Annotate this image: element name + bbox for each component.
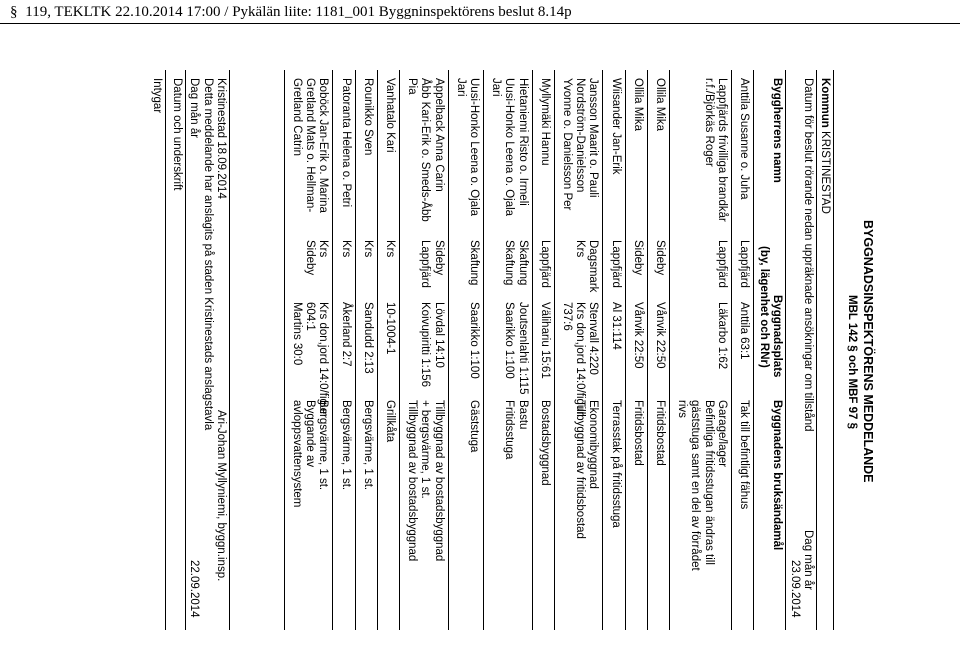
lot <box>467 302 480 379</box>
village <box>502 240 528 285</box>
village-line: Lappfjärd <box>419 240 432 288</box>
purpose-line: Gäststuga <box>468 400 480 453</box>
applicant-name-line: Uusi-Honko Leena o. Ojala <box>468 78 480 217</box>
decision-text: Datum för beslut rörande nedan uppräknade ansökningar om tillstånd <box>802 78 814 432</box>
applicant-name <box>701 78 727 222</box>
village <box>467 240 480 285</box>
applicant-name-line: Jari <box>490 78 503 97</box>
village <box>653 240 666 275</box>
applicant-name-line: Hietaniemi Risto o. Irmeli <box>516 78 529 206</box>
lot <box>502 302 528 395</box>
row-rule <box>377 70 378 630</box>
kommun-line <box>818 78 831 214</box>
village-line: Krs <box>361 240 374 258</box>
rule <box>229 70 230 630</box>
applicant-name <box>405 78 445 222</box>
purpose <box>608 400 621 528</box>
purpose <box>675 400 728 571</box>
applicant-name-line: Jansson Maarit o. Pauli <box>587 78 600 198</box>
lot-line: Al 31:114 <box>609 302 622 350</box>
lot <box>538 302 551 379</box>
applicant-name <box>631 78 644 131</box>
lot <box>560 302 600 415</box>
applicant-name <box>383 78 396 153</box>
row-rule <box>554 70 555 630</box>
signature-place-date: Kristinestad 18.09.2014 <box>215 78 227 199</box>
page-header <box>10 4 572 21</box>
signature-date-label: Datum och underskrift <box>171 78 183 191</box>
lot <box>361 302 374 374</box>
lot <box>338 302 351 367</box>
village <box>631 240 644 275</box>
purpose-line: Ekonomibyggnad <box>587 400 600 489</box>
applicant-name-line: Ollila Mika <box>654 78 666 132</box>
document-title: BYGGNADSINSPEKTÖRENS MEDDELANDE <box>861 220 875 483</box>
applicant-name-line: Patoranta Helena o. Petri <box>339 78 352 208</box>
village-line: Sideby <box>304 240 317 276</box>
purpose-line: avloppsvattensystem <box>290 400 303 508</box>
row-rule <box>625 70 626 630</box>
village-line: Lappfjärd <box>715 240 728 288</box>
lot-line: Stenvall 4:220 <box>587 302 600 375</box>
applicant-name-line: Wiisander Jan-Erik <box>609 78 622 175</box>
posting-text: Detta meddelande har anslagits på staden Kristinestads anslagstavla <box>202 78 214 431</box>
purpose <box>338 400 351 490</box>
row-rule <box>647 70 648 630</box>
village <box>538 240 551 288</box>
rule <box>833 70 834 630</box>
purpose <box>737 400 750 509</box>
applicant-name-line: Uusi-Honko Leena o. Ojala <box>503 78 516 217</box>
purpose-line: Garage/lager <box>715 400 728 468</box>
purpose-line: Befintliga fritidsstugan ändras till <box>702 400 715 565</box>
village-line: Sideby <box>631 240 644 276</box>
kommun-label: Kommun <box>819 78 831 128</box>
applicant-name-line: Boböck Jan-Erik o. Marina <box>317 78 330 213</box>
purpose <box>538 400 551 486</box>
row-rule <box>355 70 356 630</box>
purpose <box>502 400 528 459</box>
lot-line: Lövdal 14:10 <box>432 302 445 368</box>
village-line: Lappfjärd <box>738 240 750 288</box>
purpose-line: Bergsvärme, 1 st. <box>361 400 374 491</box>
applicant-name-line: Gretland Mats o. Hellman- <box>304 78 317 213</box>
lot-line: Vånvik 22:50 <box>631 302 644 369</box>
lot-line: Krs don,jord 14:0/figur <box>574 302 587 416</box>
posting-date-label: Dag mån år <box>188 78 200 139</box>
col-header-location: Byggnadsplats <box>771 295 783 378</box>
row-rule <box>284 70 285 630</box>
lot-line: Krs don,jord 14:0/figur <box>317 302 330 416</box>
row-rule <box>731 70 732 630</box>
row-rule <box>332 70 333 630</box>
purpose-line: Tillbyggnad av fritidsbostad <box>574 400 587 539</box>
village <box>418 240 444 288</box>
purpose-line: rivs <box>676 400 689 418</box>
intygar-label: Intygar <box>151 78 163 114</box>
village <box>383 240 396 257</box>
applicant-name <box>560 78 600 210</box>
lot-line: Åkerland 2:7 <box>339 302 352 367</box>
purpose <box>467 400 480 452</box>
purpose-line: Tak till befintligt fähus <box>738 400 750 510</box>
lot-line: Anttila 63:1 <box>738 302 750 360</box>
village <box>361 240 374 257</box>
row-rule <box>483 70 484 630</box>
applicant-name-line: Appelback Anna Carin <box>432 78 445 192</box>
applicant-name-line: Åbb Kari-Erik o. Smeds-Åbb <box>419 78 432 222</box>
row-rule <box>669 70 670 630</box>
village-line: Dagsmark <box>587 240 600 293</box>
document-subtitle: MBL 142 § och MBF 97 § <box>846 295 858 429</box>
purpose <box>573 400 599 539</box>
purpose-line: + bergsvärme, 1 st. <box>419 400 432 499</box>
col-header-purpose: Byggnadens bruksändamål <box>771 400 783 551</box>
applicant-name <box>361 78 374 155</box>
col-header-location-sub: (by, lägenhet och RNr) <box>758 246 770 368</box>
purpose-line: gäststuga samt en del av förrådet <box>689 400 702 571</box>
purpose-line: Bergsvärme, 1 st. <box>317 400 330 491</box>
village-line: Sideby <box>432 240 445 276</box>
village-line: Krs <box>339 240 352 258</box>
lot-line: 10-1004-1 <box>384 302 396 355</box>
lot-line: Koivupiritti 1:156 <box>419 302 432 388</box>
purpose <box>631 400 644 466</box>
lot <box>737 302 750 360</box>
rule <box>165 70 166 630</box>
village-line: Lappfjärd <box>609 240 622 288</box>
applicant-name-line: Jari <box>454 78 467 97</box>
village-line: Krs <box>317 240 330 258</box>
applicant-name-line: Nordström-Danielsson <box>574 78 587 193</box>
applicant-name-line: r.f./Björkäs Roger <box>702 78 715 167</box>
signer: Ari-Johan Myllyniemi, byggn.insp. <box>215 410 227 582</box>
village-line: Skaftung <box>468 240 480 286</box>
rule <box>816 70 817 630</box>
purpose-line: Bostadsbyggnad <box>538 400 551 486</box>
lot <box>653 302 666 369</box>
lot-line: Joutsenlahti 1:115 <box>516 302 529 395</box>
lot-line: Vånvik 22:50 <box>654 302 666 369</box>
applicant-name-line: Lappfjärds frivilliga brandkår <box>715 78 728 222</box>
lot <box>418 302 444 387</box>
applicant-name <box>290 78 330 213</box>
rule <box>753 70 754 630</box>
lot-line: Välihariu 15:61 <box>538 302 551 379</box>
village <box>608 240 621 288</box>
applicant-name <box>737 78 750 199</box>
purpose-line: Terrasstak på fritidsstuga <box>609 400 622 528</box>
purpose <box>405 400 445 561</box>
purpose <box>290 400 330 507</box>
applicant-name-line: Yvonne o. Danielsson Per <box>560 78 573 211</box>
purpose-line: Fritidsbostad <box>631 400 644 466</box>
applicant-name-line: Ollila Mika <box>631 78 644 132</box>
purpose-line: Bergsvärme, 1 st. <box>339 400 352 491</box>
row-rule <box>532 70 533 630</box>
village-line: Lappfjärd <box>538 240 551 288</box>
lot <box>383 302 396 354</box>
posting-date: 22.09.2014 <box>188 560 200 618</box>
village-line: Skaftung <box>503 240 516 286</box>
header-rule <box>0 23 960 24</box>
applicant-name <box>338 78 351 207</box>
village-line: Skaftung <box>516 240 529 286</box>
village <box>338 240 351 257</box>
applicant-name-line: Anttila Susanne o. Juha <box>738 78 750 200</box>
scanned-document <box>80 70 880 630</box>
lot-line: Sandudd 2:13 <box>361 302 374 374</box>
purpose-line: Fritidsbostad <box>654 400 666 466</box>
applicant-name-line: Myllymäki Hannu <box>538 78 551 166</box>
applicant-name <box>653 78 666 131</box>
lot-line: Läkarbo 1:62 <box>715 302 728 370</box>
rule <box>185 70 186 630</box>
row-rule <box>399 70 400 630</box>
applicant-name <box>454 78 480 216</box>
lot <box>631 302 644 369</box>
row-rule <box>448 70 449 630</box>
village-line: Krs <box>574 240 587 258</box>
applicant-name <box>538 78 551 166</box>
lot-line: 604:1 <box>304 302 317 331</box>
purpose-line: Grillkåta <box>384 400 396 443</box>
village-line: Krs <box>384 240 396 258</box>
row-rule <box>602 70 603 630</box>
purpose <box>383 400 396 442</box>
applicant-name <box>608 78 621 175</box>
section-symbol: § <box>10 4 18 20</box>
applicant-name-line: Gretland Catrin <box>290 78 303 156</box>
village <box>737 240 750 288</box>
decision-date: 23.09.2014 <box>789 560 801 618</box>
village <box>715 240 728 288</box>
village-line: Sideby <box>654 240 666 276</box>
purpose <box>653 400 666 466</box>
applicant-name-line: Pia <box>406 78 419 95</box>
lot <box>290 302 330 415</box>
applicant-name <box>489 78 529 216</box>
purpose-line: Byggande av <box>304 400 317 468</box>
lot-line: Saarikko 1:100 <box>468 302 480 379</box>
purpose-line: Fritidsstuga <box>503 400 516 460</box>
decision-date-label: Dag mån år <box>802 530 814 591</box>
lot <box>608 302 621 350</box>
purpose-line: Bastu <box>516 400 529 430</box>
purpose-line: Tillbyggnad av bostadsbyggnad <box>406 400 419 562</box>
village <box>303 240 329 275</box>
lot-line: Martins 30:0 <box>290 302 303 366</box>
applicant-name-line: Rounikko Sven <box>361 78 374 156</box>
col-header-name: Byggherrens namn <box>771 78 783 183</box>
applicant-name-line: Vanhatalo Kari <box>384 78 396 153</box>
purpose-line: Tillbyggnad av bostadsbyggnad <box>432 400 445 562</box>
lot-line: 737:6 <box>560 302 573 331</box>
purpose <box>361 400 374 490</box>
kommun-value: KRISTINESTAD <box>819 131 831 214</box>
lot <box>715 302 728 369</box>
page-header-text: 119, TEKLTK 22.10.2014 17:00 / Pykälän liite: 1181_001 Byggninspektörens beslut 8.14p <box>25 4 572 20</box>
village <box>573 240 599 292</box>
lot-line: Saarikko 1:100 <box>503 302 516 379</box>
rule <box>785 70 786 630</box>
